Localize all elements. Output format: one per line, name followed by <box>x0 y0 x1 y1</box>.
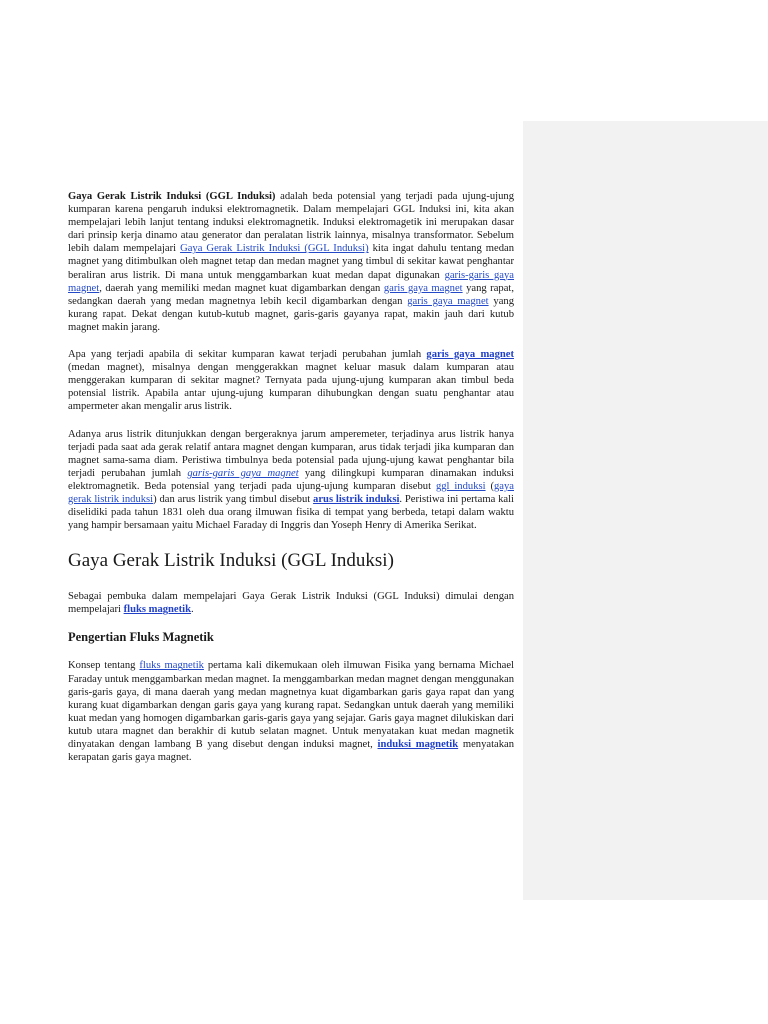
intro-text-4: yang rapat, sedangkan daerah yang medan magnetnya lebih kecil digambarkan dengan <box>68 282 514 307</box>
paragraph-2 <box>68 348 514 413</box>
p4-text-1: Sebagai pembuka dalam mempelajari Gaya Gerak Listrik Induksi (GGL Induksi) dimulai dengan mempelajari <box>68 591 514 616</box>
p2-text-1: Apa yang terjadi apabila di sekitar kumparan kawat terjadi perubahan jumlah <box>68 349 427 361</box>
link-induksi-magnetik[interactable]: induksi magnetik <box>377 739 459 750</box>
subsection-heading: Pengertian Fluks Magnetik <box>68 630 214 645</box>
intro-text-3: , daerah yang memiliki medan magnet kuat digambarkan dengan <box>99 282 384 294</box>
intro-bold-term: Gaya Gerak Listrik Induksi (GGL Induksi) <box>68 191 276 202</box>
link-garis-garis-gaya-magnet[interactable]: garis-garis gaya magnet <box>68 269 515 294</box>
p5-text-2: pertama kali dikemukaan oleh ilmuwan Fisika yang bernama Michael Faraday untuk menggambarkan medan magnet. Ia menggambarkan medan magnet dengan menggunakan garis-garis gaya, di mana daerah yang medan magnetnya kuat digambarkan garis gaya rapat dan yang kurang kuat digambarkan dengan garis gaya yang kurang rapat. Sedangkan untuk daerah yang memiliki kuat medan yang homogen digambarkan garis-garis gaya yang sejajar. Garis gaya magnet dilukiskan dari kutub utara magnet dan berakhir di kutub selatan magnet. Untuk menyatakan kuat medan magnetik dinyatakan dengan lambang B yang disebut dengan induksi magnet, <box>68 660 514 750</box>
link-ggl-induksi-short[interactable]: ggl induksi <box>435 480 486 492</box>
intro-text-1: adalah beda potensial yang terjadi pada ujung-ujung kumparan karena pengaruh induksi elektromagnetik. Dalam mempelajari GGL Induksi ini, kita akan mempelajari lebih lanjut tentang induksi elektromagnetik. Induksi elektromagetik ini merupakan dasar dari prinsip kerja dinamo atau generator dan peralatan listrik lainnya, misalnya transformator. Sebelum lebih dalam mempelajari <box>68 191 514 255</box>
p3-text-1: Adanya arus listrik ditunjukkan dengan bergeraknya jarum amperemeter, terjadinya arus listrik hanya terjadi pada saat ada gerak relatif antara magnet dengan kumparan, arus tidak terjadi jika kumparan dan magnet sama-sama diam. Peristiwa timbulnya beda potensial pada ujung-ujung kawat penghantar bila terjadi perubahan jumlah <box>68 428 514 479</box>
paragraph-5 <box>68 659 514 764</box>
p4-text-2: . <box>191 604 194 616</box>
link-gaya-gerak-listrik-induksi[interactable]: gaya gerak listrik induksi <box>68 480 514 505</box>
p2-text-2: (medan magnet), misalnya dengan menggerakkan magnet keluar masuk dalam kumparan atau menggerakan kumparan di sekitar magnet? Ternyata pada ujung-ujung kumparan akan timbul beda potensial listrik. Apabila antar ujung-ujung kumparan dihubungkan dengan suatu penghantar atau ampermeter akan mengalir arus listrik. <box>68 362 514 413</box>
intro-paragraph <box>68 190 514 334</box>
section-heading: Gaya Gerak Listrik Induksi (GGL Induksi) <box>68 550 394 572</box>
p3-text-4: ) dan arus listrik yang timbul disebut <box>153 493 314 505</box>
intro-text-2: kita ingat dahulu tentang medan magnet yang ditimbulkan oleh magnet tetap dan medan magnet yang timbul di sekitar kawat penghantar beraliran arus listrik. Di mana untuk menggambarkan kuat medan dapat digunakan <box>68 243 514 281</box>
link-garis-gaya-magnet-2[interactable]: garis gaya magnet <box>407 295 489 307</box>
p3-text-2: yang dilingkupi kumparan dinamakan induksi elektromagnetik. Beda potensial yang terjadi pada ujung-ujung kumparan disebut <box>68 467 515 492</box>
link-arus-listrik-induksi[interactable]: arus listrik induksi <box>313 493 400 505</box>
intro-text-5: yang kurang rapat. Dekat dengan kutub-kutub magnet, garis-garis gayanya rapat, makin jauh dari kutub magnet makin jarang. <box>68 295 514 333</box>
document-body <box>68 190 514 778</box>
p5-text-1: Konsep tentang <box>68 660 140 672</box>
link-ggl-induksi[interactable]: Gaya Gerak Listrik Induksi (GGL Induksi) <box>180 243 369 255</box>
p3-text-5: . Peristiwa ini pertama kali diselidiki pada tahun 1831 oleh dua orang ilmuwan fisika di tempat yang berbeda, tetapi dalam waktu yang hampir bersamaan yaitu Michael Faraday di Inggris dan Yoseph Henry di Amerika Serikat. <box>68 493 514 532</box>
p3-text-3: ( <box>485 480 494 492</box>
paragraph-4 <box>68 590 514 616</box>
link-garis-garis-gaya-magnet-italic[interactable]: garis-garis gaya magnet <box>187 467 299 479</box>
p5-text-3: menyatakan kerapatan garis gaya magnet. <box>68 739 515 764</box>
link-fluks-magnetik[interactable]: fluks magnetik <box>139 660 204 672</box>
link-garis-gaya-magnet-bold[interactable]: garis gaya magnet <box>426 349 514 361</box>
paragraph-3 <box>68 428 514 533</box>
link-fluks-magnetik-bold[interactable]: fluks magnetik <box>123 604 191 616</box>
comment-margin-pane <box>523 121 768 900</box>
link-garis-gaya-magnet-1[interactable]: garis gaya magnet <box>383 282 463 294</box>
